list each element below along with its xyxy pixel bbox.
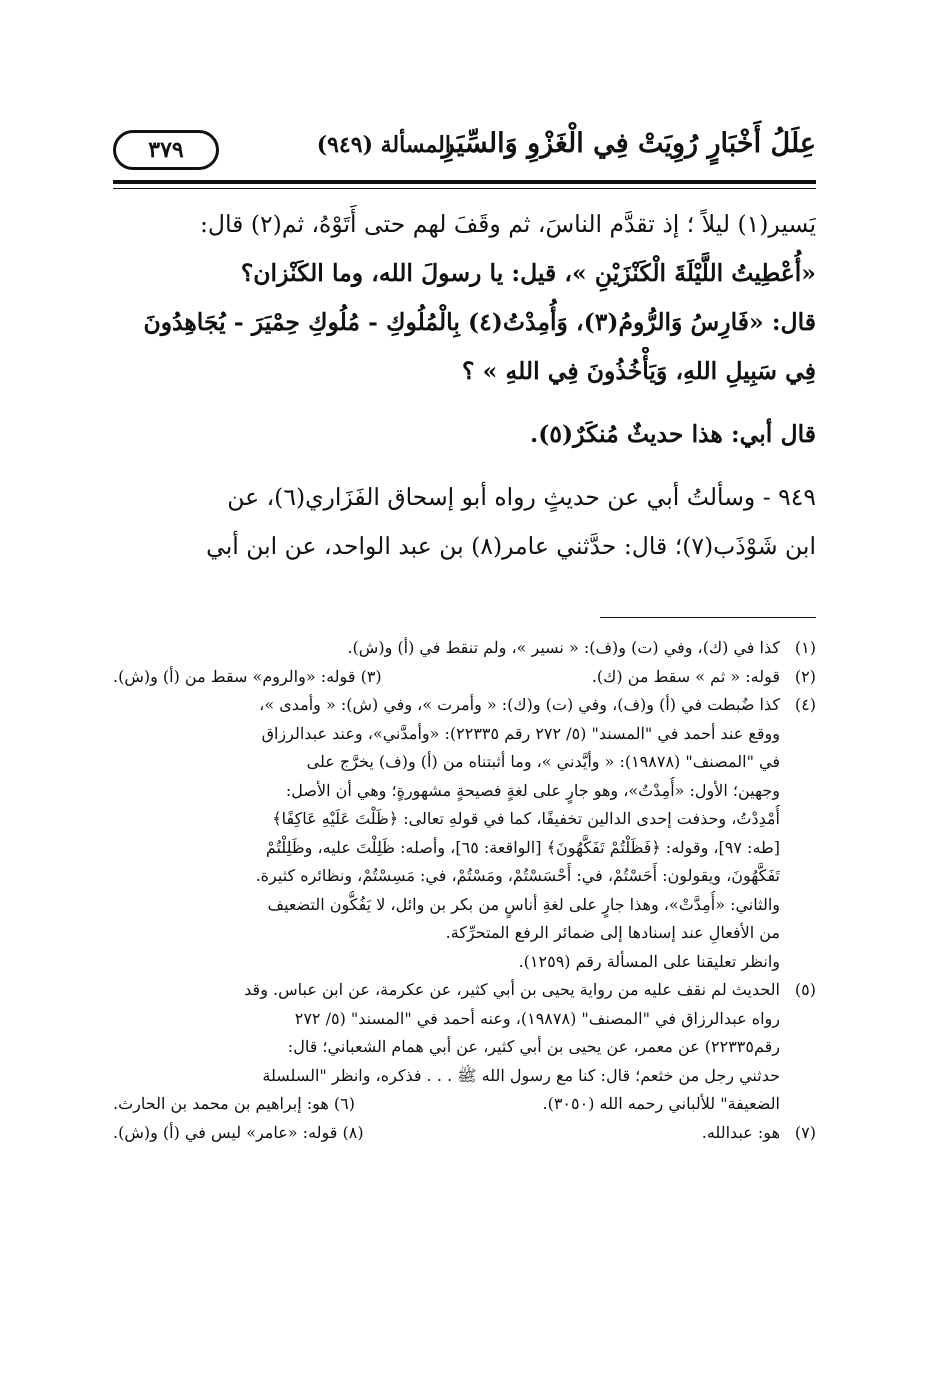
footnote-line: والثاني: «أُمِدَّتْ»، وهذا جارٍ على لغةِ أناسٍ من بكر بن وائل، لا يَفُكُّون التضعيف (267, 894, 780, 914)
footnote-line: قوله: « ثم » سقط من (ك). (591, 666, 780, 686)
footnote-line: رواه عبدالرزاق في "المصنف" (١٩٨٧٨)، وعنه أحمد في "المسند" (٥/ ٢٧٢ (294, 1008, 780, 1028)
header-rule-thin (113, 188, 816, 189)
issue-label: المسألة (٩٤٩) (316, 132, 451, 158)
footnote-number: (٥) (794, 980, 816, 999)
footnote-line: هو: عبدالله. (701, 1122, 780, 1142)
footnote-line: أُمْدِدْتُ، وحذفت إحدى الدالين تخفيفًا، كما في قولهِ تعالى: ﴿ظَلْتَ عَلَيْهِ عَاكِفًا﴾ (272, 809, 780, 828)
footnote-3 (113, 663, 382, 692)
body-line: ٩٤٩ - وسألتُ أبي عن حديثٍ رواه أبو إسحاق الفَزَاري(٦)، عن (227, 483, 816, 511)
footnote-8 (113, 1119, 364, 1148)
footnote-number: (٢) (794, 666, 816, 686)
body-line: قال أبي: هذا حديثٌ مُنكَرٌ(٥). (530, 420, 816, 448)
footnote-line: في "المصنف" (١٩٨٧٨): « وأيَّدني »، وما أثبتناه من (أ) و(ف) يخرَّج على (306, 752, 780, 771)
main-text (113, 200, 816, 571)
footnote-line: هو: إبراهيم بن محمد بن الحارث. (113, 1094, 329, 1113)
footnote-line: الحديث لم نقف عليه من رواية يحيى بن أبي كثير، عن عكرمة، عن ابن عباس. وقد (244, 980, 780, 999)
footnote-line: الضعيفة" للألباني رحمه الله (٣٠٥٠). (542, 1094, 780, 1113)
page-number: ٣٧٩ (113, 130, 219, 170)
body-line: «أُعْطِيتُ اللَّيْلَةَ الْكَنْزَيْنِ »، قيل: يا رسولَ الله، وما الكَنْزان؟ (240, 259, 816, 287)
footnote-line: وجهين؛ الأول: «أُمِدْتُ»، وهو جارٍ على لغةٍ فصيحةٍ مشهورةٍ؛ وهي أن الأصل: (285, 780, 780, 800)
footnote-line: وانظر تعليقنا على المسألة رقم (١٢٥٩). (518, 951, 780, 971)
footnote-line: تَفَكَّهُونَ، ويقولون: أَحَسْتُمْ، في: أَحْسَسْتُمْ، ومَسْتُمْ، في: مَسِسْتُمْ، ونظائره كثيرة. (255, 866, 780, 885)
header-rule-thick (113, 180, 816, 184)
body-line: ابن شَوْذَب(٧)؛ قال: حدَّثني عامر(٨) بن عبد الواحد، عن ابن أبي (206, 532, 816, 560)
body-line: فِي سَبِيلِ اللهِ، وَيَأْخُذُونَ فِي اللهِ » ؟ (462, 357, 816, 385)
body-line: يَسير(١) ليلاً ؛ إذ تقدَّم الناسَ، ثم وقَفَ لهم حتى أَتَوْهُ، ثم(٢) قال: (200, 210, 816, 238)
footnote-line: كذا ضُبطت في (أ) و(ف)، وفي (ت) و(ك): « وأمرت »، وفي (ش): « وأمدى »، (259, 695, 780, 714)
footnote-line: كذا في (ك)، وفي (ت) و(ف): « نسير »، ولم تنقط في (أ) و(ش). (347, 638, 780, 657)
running-title: عِلَلُ أَخْبَارٍ رُوِيَتْ فِي الْغَزْوِ وَالسِّيَرِ (441, 128, 816, 159)
footnote-2-3-row (113, 663, 816, 692)
page-header (113, 128, 816, 174)
footnote-line: قوله: «والروم» سقط من (أ) و(ش). (113, 666, 356, 686)
footnote-number: (١) (794, 638, 816, 657)
footnotes (113, 634, 816, 1147)
footnote-line: من الأفعالِ عند إسنادها إلى ضمائر الرفع المتحرِّكة. (445, 923, 780, 942)
footnote-number: (٤) (794, 695, 816, 714)
footnote-number: (٦) (333, 1094, 356, 1113)
footnote-number: (٨) (342, 1122, 364, 1142)
footnote-line: رقم٢٢٣٣٥) عن معمر، عن يحيى بن أبي كثير، عن أبي همام الشعباني؛ قال: (287, 1037, 780, 1056)
footnote-number: (٧) (794, 1122, 816, 1142)
footnote-line: ووقع عند أحمد في "المسند" (٥/ ٢٧٢ رقم ٢٢٣٣٥): «وأمدَّني»، وعند عبدالرزاق (261, 723, 780, 743)
footnote-separator (600, 617, 816, 618)
footnote-6 (113, 1090, 355, 1119)
footnote-7-8-row (113, 1119, 816, 1148)
footnote-number: (٣) (360, 666, 382, 686)
footnote-1 (113, 634, 816, 663)
footnote-line: [طه: ٩٧]، وقوله: ﴿فَظَلْتُمْ تَفَكَّهُونَ﴾ [الواقعة: ٦٥]، وأصله: ظَلِلْتَ عليه، وظَلِلْتُمْ (265, 837, 780, 857)
footnote-4 (113, 691, 816, 976)
footnote-line: قوله: «عامر» ليس في (أ) و(ش). (113, 1122, 338, 1142)
footnote-line: حدثني رجل من خثعم؛ قال: كنا مع رسول الله ﷺ . . . فذكره، وانظر "السلسلة (262, 1065, 780, 1085)
footnote-5 (113, 976, 816, 1119)
body-line: قال: «فَارِسُ وَالرُّومُ(٣)، وَأُمِدْتُ(٤) بِالْمُلُوكِ - مُلُوكِ حِمْيَرَ - يُجَاهِدُونَ (143, 308, 816, 336)
